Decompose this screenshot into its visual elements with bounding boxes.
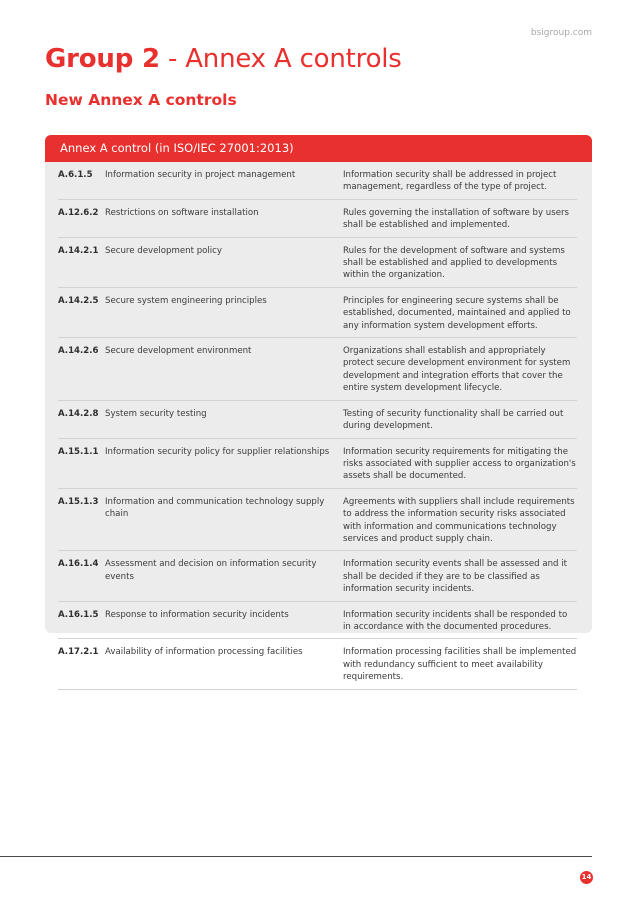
row-code: A.15.1.1 bbox=[58, 446, 99, 457]
row-control: Availability of information processing facilities bbox=[105, 647, 303, 658]
footer-divider bbox=[0, 856, 592, 857]
row-code: A.14.2.8 bbox=[58, 408, 99, 419]
row-code: A.12.6.2 bbox=[58, 207, 99, 218]
page-title-bold: Group 2 bbox=[45, 44, 160, 74]
row-control: Assessment and decision on information security events bbox=[105, 559, 317, 582]
table-row bbox=[58, 162, 577, 200]
row-code: A.16.1.5 bbox=[58, 609, 99, 620]
row-code: A.16.1.4 bbox=[58, 559, 99, 570]
table-row bbox=[58, 401, 577, 439]
row-code: A.15.1.3 bbox=[58, 496, 99, 507]
row-control: Response to information security incidents bbox=[105, 609, 289, 620]
row-control: System security testing bbox=[105, 408, 207, 419]
row-description: Information security shall be addressed in project management, regardless of the type of project. bbox=[343, 170, 557, 193]
page-title-rest: - Annex A controls bbox=[159, 44, 402, 74]
row-description: Rules for the development of software and systems shall be established and applied to developments within the organization. bbox=[343, 245, 565, 281]
table-row bbox=[58, 602, 577, 640]
row-control: Information and communication technology supply chain bbox=[105, 496, 325, 520]
table-row bbox=[58, 338, 577, 401]
table-row bbox=[58, 288, 577, 338]
row-description: Agreements with suppliers shall include requirements to address the information security risks associated with information and communications technology services and product supply chain. bbox=[343, 496, 575, 544]
row-description: Testing of security functionality shall be carried out during development. bbox=[343, 408, 564, 432]
row-description: Organizations shall establish and appropriately protect secure development environment for system development and integration efforts that cover the entire system development lifecycle. bbox=[343, 346, 571, 394]
row-control: Secure development environment bbox=[105, 346, 252, 357]
row-code: A.6.1.5 bbox=[58, 170, 93, 180]
page-subtitle: New Annex A controls bbox=[45, 91, 237, 109]
table-row bbox=[58, 551, 577, 601]
row-control: Information security policy for supplier relationships bbox=[105, 446, 330, 457]
table-row bbox=[58, 439, 577, 489]
row-control: Secure system engineering principles bbox=[105, 295, 267, 306]
row-control: Information security in project management bbox=[105, 170, 296, 180]
row-code: A.17.2.1 bbox=[58, 647, 99, 658]
page-number-badge: 14 bbox=[580, 871, 593, 884]
site-url: bsigroup.com bbox=[530, 28, 592, 38]
page-title bbox=[45, 44, 402, 74]
row-control: Restrictions on software installation bbox=[105, 207, 259, 218]
row-description: Principles for engineering secure systems shall be established, documented, maintained and applied to any information system development efforts. bbox=[343, 295, 571, 331]
row-code: A.14.2.1 bbox=[58, 245, 99, 256]
table-header: Annex A control (in ISO/IEC 27001:2013) bbox=[45, 135, 592, 162]
row-description: Information processing facilities shall be implemented with redundancy sufficient to meet availability requirements. bbox=[343, 647, 577, 683]
row-code: A.14.2.6 bbox=[58, 346, 99, 357]
table-row bbox=[58, 489, 577, 552]
table-row bbox=[58, 238, 577, 288]
table-row bbox=[58, 200, 577, 238]
row-control: Secure development policy bbox=[105, 245, 222, 256]
row-description: Information security events shall be assessed and it shall be decided if they are to be classified as information security incidents. bbox=[343, 559, 567, 595]
table-row bbox=[58, 639, 577, 689]
annex-controls-table bbox=[45, 135, 592, 683]
row-description: Information security requirements for mitigating the risks associated with supplier access to organization's assets shall be documented. bbox=[343, 446, 576, 482]
row-description: Rules governing the installation of software by users shall be established and implemented. bbox=[343, 207, 570, 231]
table-body bbox=[45, 162, 592, 690]
row-code: A.14.2.5 bbox=[58, 295, 99, 306]
row-description: Information security incidents shall be responded to in accordance with the documented procedures. bbox=[343, 609, 568, 632]
